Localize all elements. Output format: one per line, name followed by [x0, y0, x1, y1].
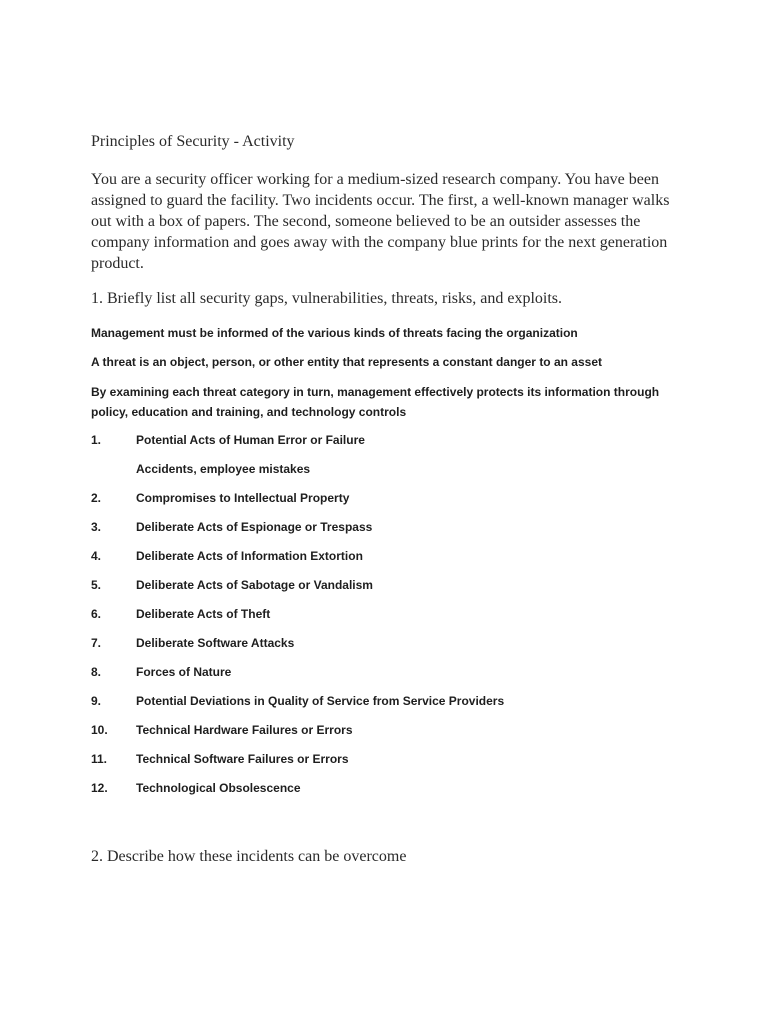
list-item [91, 488, 691, 508]
list-item [91, 575, 691, 595]
list-item-number: 1. [91, 433, 102, 447]
list-item [91, 546, 691, 566]
question-2: 2. Describe how these incidents can be overcome [91, 848, 407, 865]
list-item-number: 11. [91, 752, 108, 766]
list-item-label: Deliberate Software Attacks [136, 636, 295, 650]
list-item-number: 5. [91, 578, 102, 592]
list-item [91, 662, 691, 682]
list-item-number: 10. [91, 723, 108, 737]
list-item-number: 9. [91, 694, 102, 708]
list-item [91, 720, 691, 740]
list-item-label: Compromises to Intellectual Property [136, 491, 350, 505]
list-item-label: Technological Obsolescence [136, 781, 301, 795]
list-item [91, 430, 691, 450]
list-item [91, 604, 691, 624]
list-item-number: 2. [91, 491, 102, 505]
threat-definition-paragraph: A threat is an object, person, or other entity that represents a constant danger to an asset [91, 355, 603, 369]
list-item [91, 633, 691, 653]
list-item-number: 8. [91, 665, 102, 679]
list-item-label: Deliberate Acts of Sabotage or Vandalism [136, 578, 373, 592]
list-item [91, 749, 691, 769]
threat-category-paragraph: By examining each threat category in turn, management effectively protects its information through policy, education and training, and technology controls [91, 385, 660, 419]
list-item [91, 691, 691, 711]
list-item-label: Deliberate Acts of Information Extortion [136, 549, 363, 563]
question-1: 1. Briefly list all security gaps, vulnerabilities, threats, risks, and exploits. [91, 290, 563, 307]
list-item-number: 7. [91, 636, 102, 650]
list-item-label: Technical Software Failures or Errors [136, 752, 349, 766]
list-item-number: 12. [91, 781, 108, 795]
document-title: Principles of Security - Activity [91, 133, 295, 150]
list-item-number: 3. [91, 520, 102, 534]
threat-1-detail: Accidents, employee mistakes [136, 462, 311, 476]
list-item-label: Forces of Nature [136, 665, 232, 679]
management-paragraph: Management must be informed of the various kinds of threats facing the organization [91, 326, 578, 340]
list-item-label: Technical Hardware Failures or Errors [136, 723, 353, 737]
scenario-paragraph: You are a security officer working for a medium-sized research company. You have been assigned to guard the facility. Two incidents occur. The first, a well-known manager walks out with a box of papers. The second, someone believed to be an outsider assesses the company information and goes away with the company blue prints for the next generation product. [91, 171, 670, 272]
list-item-label: Deliberate Acts of Espionage or Trespass [136, 520, 373, 534]
list-item [91, 778, 691, 798]
list-item-number: 6. [91, 607, 102, 621]
list-item-label: Deliberate Acts of Theft [136, 607, 271, 621]
list-item [91, 517, 691, 537]
list-item-number: 4. [91, 549, 102, 563]
list-item-label: Potential Acts of Human Error or Failure [136, 433, 365, 447]
list-item-label: Potential Deviations in Quality of Service from Service Providers [136, 694, 505, 708]
